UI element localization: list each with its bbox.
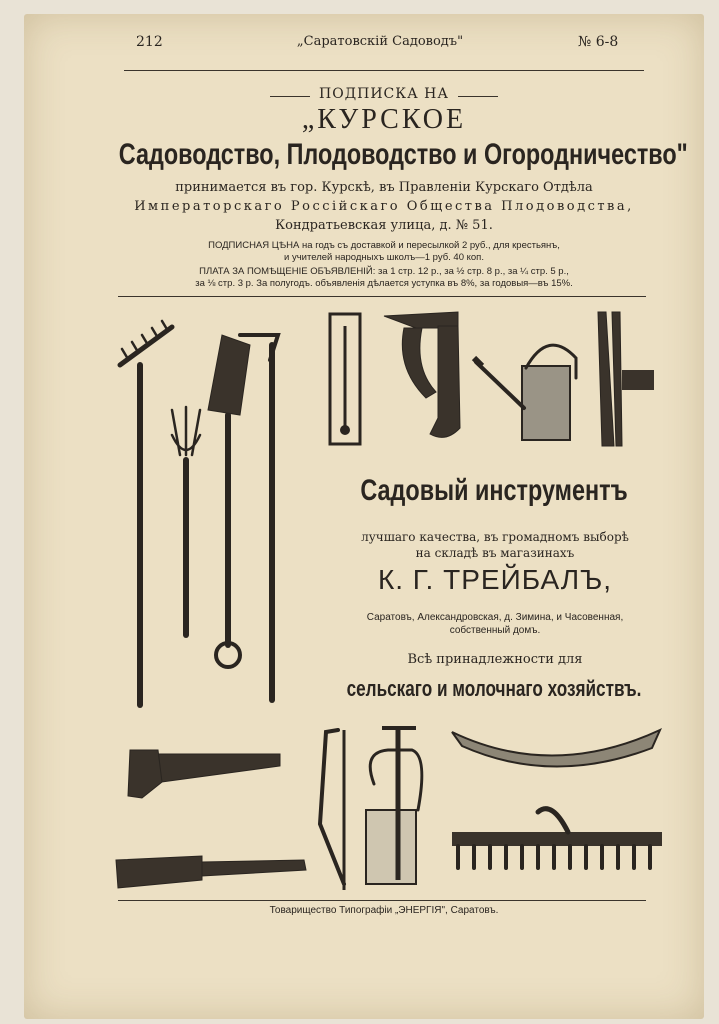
subscription-body-2: Императорскаго Россійскаго Общества Плодоводства, bbox=[134, 199, 634, 214]
journal-title: „Саратовскій Садоводъ" bbox=[296, 34, 464, 49]
header-rule bbox=[124, 70, 644, 71]
bottom-tools-illustration bbox=[112, 720, 672, 900]
shears-icon bbox=[598, 312, 654, 446]
advert-address-2: собственный домъ. bbox=[449, 625, 541, 636]
subscription-body-1: принимается въ гор. Курскѣ, въ Правленіи Курскаго Отдѣла bbox=[175, 180, 593, 195]
footer-printer: Товарищество Типографіи „ЭНЕРГІЯ", Саратовъ. bbox=[269, 905, 499, 916]
footer-rule bbox=[118, 900, 646, 901]
hoe-icon bbox=[208, 335, 250, 667]
advert-address-1: Саратовъ, Александровская, д. Зимина, и Часовенная, bbox=[366, 612, 624, 623]
pitchfork-icon bbox=[172, 407, 200, 635]
advert-line-2: на складѣ въ магазинахъ bbox=[415, 546, 575, 560]
pruning-knife-icon bbox=[384, 312, 460, 437]
bow-saw-icon bbox=[320, 730, 344, 890]
issue-number: № 6-8 bbox=[578, 34, 619, 50]
sprayer-icon bbox=[366, 728, 422, 884]
subscription-ads-1: ПЛАТА ЗА ПОМѢЩЕНІЕ ОБЪЯВЛЕНІЙ: за 1 стр. 12 р., за ½ стр. 8 р., за ¼ стр. 5 р., bbox=[199, 266, 569, 277]
section-rule bbox=[118, 296, 646, 297]
advert-heading: Садовый инструментъ bbox=[360, 474, 628, 507]
subscription-ads-2: за ⅛ стр. 3 р. За полугодъ. объявленія дѣлается уступка въ 8%, за годовыя—въ 15%. bbox=[195, 278, 573, 289]
subscription-body-3: Кондратьевская улица, д. № 51. bbox=[275, 218, 493, 233]
rake-icon bbox=[120, 321, 172, 705]
subscription-title-1: „КУРСКОЕ bbox=[301, 104, 467, 135]
hammock-icon bbox=[452, 730, 660, 767]
long-tools-illustration bbox=[110, 315, 290, 715]
harrow-rake-icon bbox=[452, 809, 662, 868]
subscription-price-2: и учителей народныхъ школъ—1 руб. 40 коп. bbox=[284, 252, 484, 263]
thermometer-icon bbox=[330, 314, 360, 444]
advert-line-4: сельскаго и молочнаго хозяйствъ. bbox=[346, 676, 642, 701]
advert-line-1: лучшаго качества, въ громадномъ выборѣ bbox=[361, 530, 629, 544]
page-number: 212 bbox=[136, 34, 163, 50]
edger-icon bbox=[240, 335, 278, 700]
subscription-intro: ПОДПИСКА НА bbox=[319, 86, 449, 102]
brush-icon bbox=[116, 856, 306, 888]
top-tools-illustration bbox=[326, 308, 666, 453]
watering-can-icon bbox=[474, 345, 576, 440]
advert-line-3: Всѣ принадлежности для bbox=[407, 652, 583, 667]
subscription-title-2: Садоводство, Плодоводство и Огородничество" bbox=[118, 138, 688, 171]
saw-icon bbox=[128, 750, 280, 798]
subscription-price-1: ПОДПИСНАЯ ЦѢНА на годъ съ доставкой и пересылкой 2 руб., для крестьянъ, bbox=[208, 240, 560, 251]
advert-merchant: К. Г. ТРЕЙБАЛЪ, bbox=[377, 564, 613, 595]
